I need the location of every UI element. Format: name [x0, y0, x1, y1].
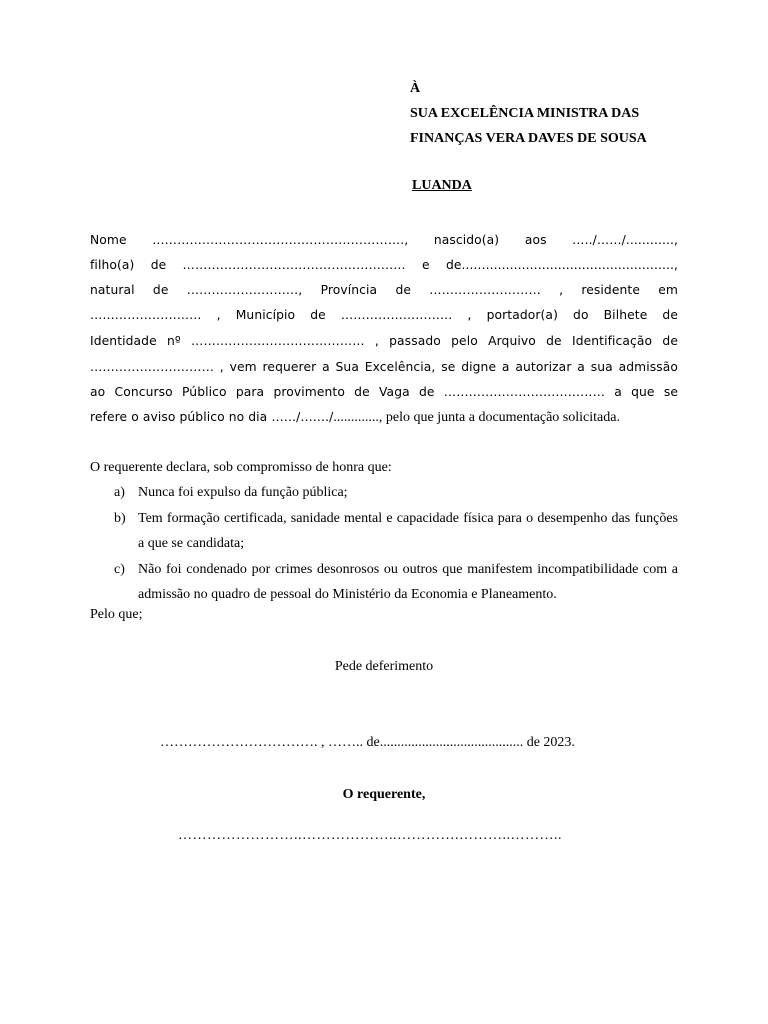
request-line-5: Identidade nº …………………………………… , passado pelo Arquivo de Identificação de [90, 334, 678, 348]
list-item-text: Nunca foi expulso da função pública; [138, 485, 348, 500]
list-item-label: c) [114, 561, 125, 577]
list-item-text: Tem formação certificada, sanidade mental e capacidade física para o desempenho das funções a que se candidata; [138, 510, 678, 551]
list-item [90, 480, 678, 506]
declaration-closing: Pelo que; [90, 607, 143, 622]
request-line-4: ……………………… , Município de ……………………… , portador(a) do Bilhete de [90, 308, 678, 322]
addressee-line-2: FINANÇAS VERA DAVES DE SOUSA [410, 131, 647, 146]
request-line-3: natural de ………………………, Província de ……………………… , residente em [90, 283, 678, 297]
request-line-6: ………………………… , vem requerer a Sua Excelência, se digne a autorizar a sua admissão [90, 360, 678, 374]
request-line-8 [90, 405, 678, 431]
list-item-label: a) [114, 485, 125, 500]
city: LUANDA [412, 178, 472, 193]
declaration-intro: O requerente declara, sob compromisso de honra que: [90, 460, 392, 475]
request-line-7: ao Concurso Público para provimento de Vaga de ………………………………… a que se [90, 385, 678, 399]
declaration-list [90, 480, 678, 608]
request-line-2: filho(a) de ……………………………………………… e de....................................................., [90, 258, 678, 272]
list-item [90, 557, 678, 608]
request-phrase: Pede deferimento [334, 659, 434, 674]
list-item-label: b) [114, 510, 126, 526]
list-item-text: Não foi condenado por crimes desonrosos ou outros que manifestem incompatibilidade com a admissão no quadro de pessoal do Ministério da Economia e Planeamento. [138, 561, 678, 602]
addressee-block [410, 76, 750, 151]
signature-line: ……………………..………………..………….………..……….. [178, 828, 562, 843]
request-line-1: Nome ……………………………………………………., nascido(a) aos …../……/............, [90, 233, 678, 247]
salutation: À [410, 81, 421, 96]
addressee-line-1: SUA EXCELÊNCIA MINISTRA DAS [410, 106, 640, 121]
signer-label: O requerente, [342, 787, 426, 802]
list-item [90, 506, 678, 557]
request-line-8-end: ............., pelo que junta a documentação solicitada. [333, 410, 620, 425]
request-line-8-start: refere o aviso público no dia ……/……./ [90, 410, 334, 424]
date-line: ……………………………. , …….. de......................................... de 2023. [160, 735, 575, 750]
